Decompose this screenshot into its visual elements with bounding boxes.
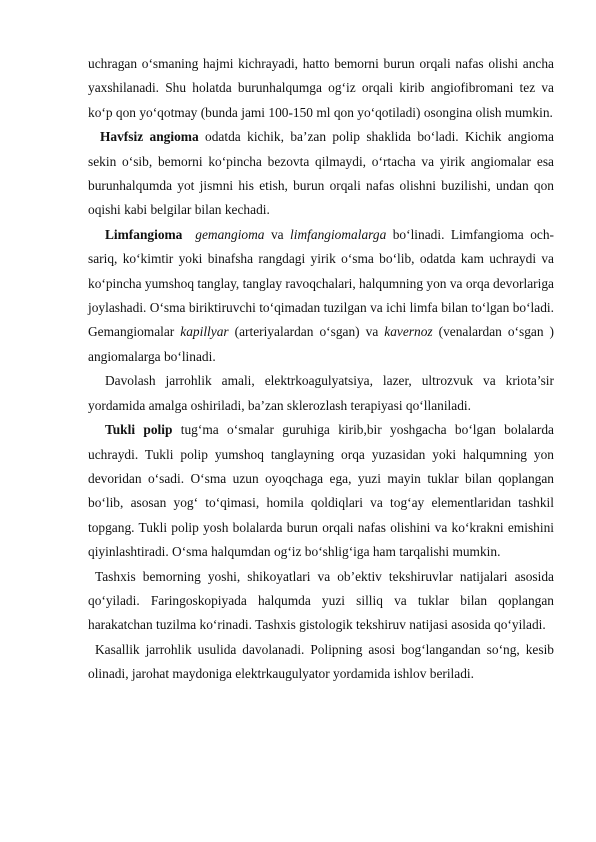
paragraph-text: Kasallik jarrohlik usulida davolanadi. Polipning asosi bog‘langandan so‘ng, kesib olinadi, jarohat maydoniga elektrkaugulyator yordamida ishlov beriladi.: [88, 641, 554, 682]
paragraph-angiofibroma-continued: [88, 52, 554, 125]
paragraph-text: tug‘ma o‘smalar guruhiga kirib,bir yoshgacha bo‘lgan bolalarda uchraydi. Tukli polip yumshoq tanglayning orqa yuzasidan yoki halqumning yon devoridan o‘sadi. O‘sma uzun oyoqchaga ega, yuzi mayin tuklar bilan qoplangan bo‘lib, asosan yog‘ to‘qimasi, homila qoldiqlari va tog‘ay elementlaridan tashkil topgang. Tukli polip yosh bolalarda burun orqali nafas olishini va ko‘krakni emishini qiyinlashtiradi. O‘sma halqumdan og‘iz bo‘shlig‘iga ham tarqalishi mumkin.: [88, 422, 554, 560]
term-havfsiz-angioma: Havfsiz angioma: [100, 129, 199, 145]
term-kavernoz: kavernoz: [384, 324, 433, 340]
document-page: [88, 52, 554, 687]
term-limfangiomalarga: limfangiomalarga: [290, 226, 387, 242]
term-gemangioma: gemangioma: [195, 226, 265, 242]
paragraph-text: (venalardan o‘sgan ) angiomalarga bo‘linadi.: [88, 324, 555, 364]
paragraph-limfangioma: [88, 223, 554, 369]
paragraph-kasallik: [88, 638, 554, 687]
term-limfangioma: Limfangioma: [105, 226, 183, 242]
term-tukli-polip: Tukli polip: [105, 422, 173, 438]
paragraph-text: Davolash jarrohlik amali, elektrkoagulyatsiya, lazer, ultrozvuk va kriota’sir yordamida amalga oshiriladi, ba’zan sklerozlash terapiyasi qo‘llaniladi.: [88, 373, 554, 413]
paragraph-tukli-polip: [88, 418, 554, 564]
paragraph-text: va: [264, 226, 291, 242]
paragraph-text: uchragan o‘smaning hajmi kichrayadi, hatto bemorni burun orqali nafas olishi ancha yaxshilanadi. Shu holatda burunhalqumga og‘iz orqali kirib angiofibromani tez va ko‘p qon yo‘qotmay (bunda jami 100-150 ml qon yo‘qotiladi) osongina olish mumkin.: [88, 56, 554, 120]
paragraph-text: odatda kichik, ba’zan polip shaklida bo‘ladi. Kichik angioma sekin o‘sib, bemorni ko‘pincha bezovta qilmaydi, o‘rtacha va yirik angiomalar esa burunhalqumda yot jismni his etish, burun orqali nafas olishni buzilishi, undan qon oqishi kabi belgilar bilan kechadi.: [88, 129, 554, 218]
paragraph-tashxis: [88, 565, 554, 638]
paragraph-havfsiz-angioma: [88, 125, 554, 223]
term-kapillyar: kapillyar: [180, 324, 229, 340]
paragraph-text: (arteriyalardan o‘sgan) va: [228, 324, 385, 340]
paragraph-text: bo‘linadi. Limfangioma och-sariq, ko‘kimtir yoki binafsha rangdagi yirik o‘sma bo‘lib, odatda kam uchraydi va ko‘pincha yumshoq tanglay, tanglay ravoqchalari, halqumning yon va orqa devorlariga joylashadi. O‘sma biriktiruvchi to‘qimadan tuzilgan va ichi limfa bilan to‘lgan bo‘ladi. Gemangiomalar: [88, 226, 554, 340]
paragraph-text: Tashxis bemorning yoshi, shikoyatlari va ob’ektiv tekshiruvlar natijalari asosida qo‘yiladi. Faringoskopiyada halqumda yuzi silliq va tuklar bilan qoplangan harakatchan tuzilma ko‘rinadi. Tashxis gistologik tekshiruv natijasi asosida qo‘yiladi.: [88, 568, 554, 633]
paragraph-davolash: [88, 369, 554, 418]
